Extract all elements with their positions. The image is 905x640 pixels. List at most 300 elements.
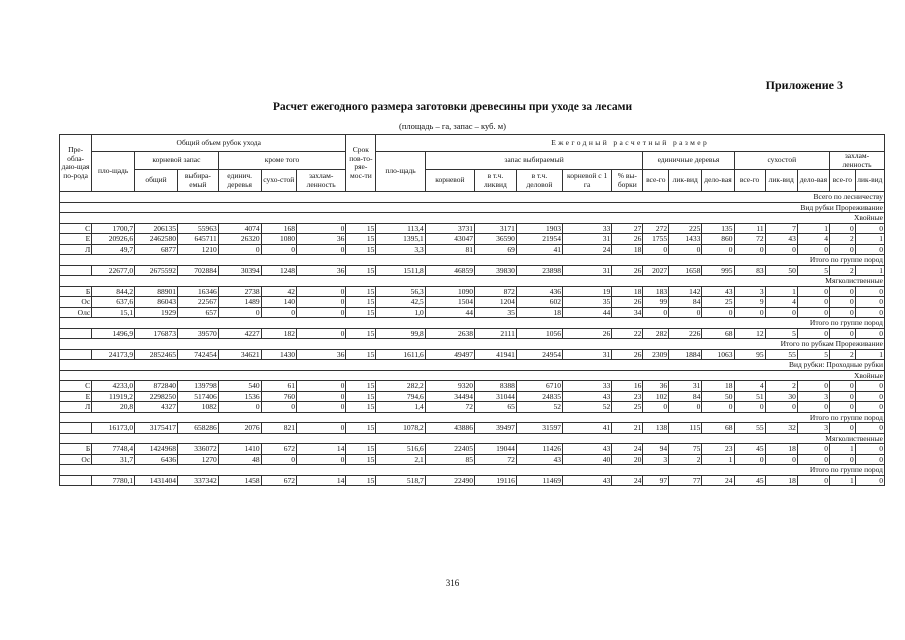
value-cell: 0 (218, 402, 261, 413)
value-cell: 742454 (177, 349, 218, 360)
value-cell: 0 (797, 475, 829, 486)
value-cell: 0 (296, 454, 345, 465)
value-cell: 55 (765, 349, 797, 360)
value-cell: 337342 (177, 475, 218, 486)
value-cell: 0 (261, 244, 296, 255)
value-cell: 40 (562, 454, 611, 465)
col-single-bus: дело-вая (702, 170, 734, 192)
col-percent-selection: % вы-борки (612, 170, 643, 192)
value-cell: 22405 (425, 444, 474, 455)
col-annual-group: Ежегодный расчетный размер (376, 135, 885, 152)
value-cell: 19 (562, 286, 611, 297)
value-cell: 0 (855, 423, 884, 434)
value-cell: 14 (296, 444, 345, 455)
value-cell: 1 (855, 265, 884, 276)
value-cell: 0 (855, 454, 884, 465)
value-cell: 0 (855, 391, 884, 402)
value-cell: 2 (829, 265, 855, 276)
value-cell: 2 (829, 349, 855, 360)
value-cell: 15 (346, 381, 376, 392)
value-cell: 24 (562, 244, 611, 255)
col-term: Срок пов-то-ряе-мос-ти (346, 135, 376, 192)
value-cell: 206135 (135, 223, 178, 234)
value-cell: 3,3 (376, 244, 425, 255)
group-label-row (60, 318, 885, 329)
col-root-per-ha: корневой с 1 га (562, 170, 611, 192)
value-cell: 0 (797, 444, 829, 455)
value-cell: 43 (562, 444, 611, 455)
value-cell: 99 (643, 297, 669, 308)
value-cell: 1270 (177, 454, 218, 465)
value-cell: 1 (829, 444, 855, 455)
value-cell: 0 (296, 391, 345, 402)
value-cell: 272 (643, 223, 669, 234)
value-cell: 61 (261, 381, 296, 392)
value-cell: 35 (475, 307, 517, 318)
group-label-row (60, 339, 885, 350)
value-cell: 26 (612, 265, 643, 276)
value-cell: 0 (829, 286, 855, 297)
value-cell: 0 (296, 297, 345, 308)
value-cell: 1090 (425, 286, 474, 297)
value-cell: 3 (797, 391, 829, 402)
value-cell: 26320 (218, 234, 261, 245)
value-cell: 26 (562, 328, 611, 339)
value-cell: 85 (425, 454, 474, 465)
value-cell: 760 (261, 391, 296, 402)
value-cell: 31597 (516, 423, 562, 434)
value-cell: 15 (346, 286, 376, 297)
value-cell: 18 (765, 475, 797, 486)
value-cell: 139798 (177, 381, 218, 392)
group-label-row (60, 213, 885, 224)
value-cell: 50 (702, 391, 734, 402)
value-cell: 12 (734, 328, 765, 339)
value-cell: 1248 (261, 265, 296, 276)
col-dry-all: все-го (734, 170, 765, 192)
value-cell: 77 (669, 475, 702, 486)
table-row (60, 286, 885, 297)
value-cell: 6877 (135, 244, 178, 255)
value-cell: 794,6 (376, 391, 425, 402)
value-cell: 5 (797, 265, 829, 276)
value-cell: 282,2 (376, 381, 425, 392)
group-label-row (60, 433, 885, 444)
table-row (60, 297, 885, 308)
value-cell: 4327 (135, 402, 178, 413)
value-cell: 0 (734, 402, 765, 413)
value-cell: 27 (612, 223, 643, 234)
value-cell: 0 (765, 454, 797, 465)
value-cell: 30 (765, 391, 797, 402)
species-cell (60, 349, 92, 360)
value-cell: 2,1 (376, 454, 425, 465)
value-cell: 140 (261, 297, 296, 308)
value-cell: 36 (296, 234, 345, 245)
value-cell: 43886 (425, 423, 474, 434)
value-cell: 702884 (177, 265, 218, 276)
group-label-row (60, 465, 885, 476)
value-cell: 0 (296, 244, 345, 255)
value-cell: 11426 (516, 444, 562, 455)
value-cell: 0 (855, 381, 884, 392)
species-cell (60, 328, 92, 339)
value-cell: 135 (702, 223, 734, 234)
col-single-liq: лик-вид (669, 170, 702, 192)
value-cell: 51 (734, 391, 765, 402)
col-root: корневой (425, 170, 474, 192)
value-cell: 0 (855, 307, 884, 318)
value-cell: 2675592 (135, 265, 178, 276)
value-cell: 1210 (177, 244, 218, 255)
value-cell: 115 (669, 423, 702, 434)
value-cell: 0 (855, 244, 884, 255)
appendix-label: Приложение 3 (765, 78, 843, 92)
value-cell: 15 (346, 391, 376, 402)
value-cell: 517406 (177, 391, 218, 402)
value-cell: 34 (612, 307, 643, 318)
value-cell: 68 (702, 423, 734, 434)
value-cell: 33 (562, 381, 611, 392)
value-cell: 18 (612, 286, 643, 297)
value-cell: 0 (829, 307, 855, 318)
value-cell: 0 (829, 223, 855, 234)
value-cell: 8388 (475, 381, 517, 392)
value-cell: 21954 (516, 234, 562, 245)
value-cell: 0 (797, 286, 829, 297)
value-cell: 18 (702, 381, 734, 392)
value-cell: 72 (734, 234, 765, 245)
value-cell: 72 (475, 454, 517, 465)
units-note: (площадь – га, запас – куб. м) (399, 121, 506, 131)
value-cell: 0 (765, 402, 797, 413)
value-cell: 1658 (669, 265, 702, 276)
value-cell: 41941 (475, 349, 517, 360)
value-cell: 24835 (516, 391, 562, 402)
value-cell: 43 (516, 454, 562, 465)
value-cell: 1 (702, 454, 734, 465)
value-cell: 22567 (177, 297, 218, 308)
value-cell: 20926,6 (92, 234, 135, 245)
value-cell: 23 (612, 391, 643, 402)
species-cell: Е (60, 234, 92, 245)
value-cell: 226 (669, 328, 702, 339)
table-row (60, 244, 885, 255)
col-litter-group: захлам-ленность (829, 152, 884, 170)
value-cell: 1395,1 (376, 234, 425, 245)
value-cell: 1,0 (376, 307, 425, 318)
col-selected: выбира-емый (177, 170, 218, 192)
value-cell: 52 (516, 402, 562, 413)
value-cell: 45 (734, 444, 765, 455)
value-cell: 0 (797, 381, 829, 392)
value-cell: 16346 (177, 286, 218, 297)
value-cell: 4074 (218, 223, 261, 234)
col-litter-all: все-го (829, 170, 855, 192)
value-cell: 0 (702, 402, 734, 413)
value-cell: 0 (643, 307, 669, 318)
value-cell: 43 (702, 286, 734, 297)
value-cell: 1700,7 (92, 223, 135, 234)
value-cell: 15 (346, 234, 376, 245)
table-row (60, 454, 885, 465)
col-business: в т.ч. деловой (516, 170, 562, 192)
value-cell: 34621 (218, 349, 261, 360)
value-cell: 41 (516, 244, 562, 255)
value-cell: 75 (669, 444, 702, 455)
group-label: Итого по группе пород (60, 412, 885, 423)
value-cell: 2 (669, 454, 702, 465)
group-label-row (60, 255, 885, 266)
species-cell: Б (60, 444, 92, 455)
value-cell: 44 (562, 307, 611, 318)
value-cell: 15 (346, 454, 376, 465)
col-dry-group: сухостой (734, 152, 829, 170)
value-cell: 0 (218, 307, 261, 318)
value-cell: 658286 (177, 423, 218, 434)
table-row (60, 444, 885, 455)
value-cell: 21 (612, 423, 643, 434)
value-cell: 113,4 (376, 223, 425, 234)
document-title: Расчет ежегодного размера заготовки древесины при уходе за лесами (272, 101, 633, 113)
value-cell: 872 (475, 286, 517, 297)
value-cell: 83 (734, 265, 765, 276)
value-cell: 22 (612, 328, 643, 339)
value-cell: 3 (734, 286, 765, 297)
value-cell: 3731 (425, 223, 474, 234)
value-cell: 0 (855, 328, 884, 339)
value-cell: 14 (296, 475, 345, 486)
value-cell: 995 (702, 265, 734, 276)
table-row (60, 349, 885, 360)
group-label: Хвойные (60, 370, 885, 381)
value-cell: 20 (612, 454, 643, 465)
value-cell: 0 (296, 307, 345, 318)
value-cell: 0 (829, 297, 855, 308)
value-cell: 69 (475, 244, 517, 255)
table-row (60, 328, 885, 339)
value-cell: 1458 (218, 475, 261, 486)
value-cell: 43 (562, 475, 611, 486)
table-row (60, 234, 885, 245)
value-cell: 15 (346, 265, 376, 276)
value-cell: 35 (562, 297, 611, 308)
value-cell: 0 (296, 328, 345, 339)
table-row (60, 475, 885, 486)
group-label: Вид рубки: Проходные рубки (60, 360, 885, 371)
group-label: Мягколиственные (60, 276, 885, 287)
value-cell: 33 (562, 223, 611, 234)
group-label: Итого по группе пород (60, 318, 885, 329)
table-row (60, 402, 885, 413)
value-cell: 0 (702, 307, 734, 318)
table-row (60, 223, 885, 234)
value-cell: 81 (425, 244, 474, 255)
value-cell: 18 (612, 244, 643, 255)
value-cell: 1424968 (135, 444, 178, 455)
value-cell: 0 (797, 244, 829, 255)
value-cell: 0 (855, 402, 884, 413)
value-cell: 15 (346, 444, 376, 455)
table-row (60, 307, 885, 318)
value-cell: 282 (643, 328, 669, 339)
value-cell: 0 (855, 286, 884, 297)
value-cell: 1 (855, 234, 884, 245)
species-cell: Л (60, 402, 92, 413)
value-cell: 183 (643, 286, 669, 297)
value-cell: 0 (765, 244, 797, 255)
col-single-trees: единич. деревья (218, 170, 261, 192)
value-cell: 31 (669, 381, 702, 392)
value-cell: 65 (475, 402, 517, 413)
value-cell: 15,1 (92, 307, 135, 318)
value-cell: 1496,9 (92, 328, 135, 339)
value-cell: 4227 (218, 328, 261, 339)
table-row (60, 265, 885, 276)
value-cell: 15 (346, 223, 376, 234)
value-cell: 516,6 (376, 444, 425, 455)
col-species: Пре-обла-даю-щая по-рода (60, 135, 92, 192)
value-cell: 1 (765, 286, 797, 297)
value-cell: 15 (346, 307, 376, 318)
value-cell: 0 (296, 381, 345, 392)
value-cell: 55963 (177, 223, 218, 234)
section-label: Всего по лесничеству (60, 192, 885, 203)
group-label: Итого по рубкам Прореживание (60, 339, 885, 350)
value-cell: 26 (612, 234, 643, 245)
value-cell: 36 (643, 381, 669, 392)
value-cell: 52 (562, 402, 611, 413)
value-cell: 0 (797, 402, 829, 413)
value-cell: 1 (797, 223, 829, 234)
value-cell: 19044 (475, 444, 517, 455)
value-cell: 72 (425, 402, 474, 413)
value-cell: 0 (829, 423, 855, 434)
value-cell: 844,2 (92, 286, 135, 297)
value-cell: 49497 (425, 349, 474, 360)
value-cell: 68 (702, 328, 734, 339)
value-cell: 657 (177, 307, 218, 318)
value-cell: 1063 (702, 349, 734, 360)
value-cell: 7748,4 (92, 444, 135, 455)
value-cell: 41 (562, 423, 611, 434)
value-cell: 84 (669, 297, 702, 308)
col-single-trees-group: единичные деревья (643, 152, 734, 170)
value-cell: 19116 (475, 475, 517, 486)
col-litter: захлам-ленность (296, 170, 345, 192)
species-cell: С (60, 223, 92, 234)
group-label: Хвойные (60, 213, 885, 224)
value-cell: 31 (562, 265, 611, 276)
group-label: Итого по группе пород (60, 255, 885, 266)
value-cell: 0 (829, 244, 855, 255)
value-cell: 95 (734, 349, 765, 360)
value-cell: 0 (734, 244, 765, 255)
value-cell: 99,8 (376, 328, 425, 339)
value-cell: 0 (261, 454, 296, 465)
value-cell: 336072 (177, 444, 218, 455)
value-cell: 48 (218, 454, 261, 465)
value-cell: 142 (669, 286, 702, 297)
value-cell: 872840 (135, 381, 178, 392)
value-cell: 34494 (425, 391, 474, 402)
value-cell: 1078,2 (376, 423, 425, 434)
value-cell: 2852465 (135, 349, 178, 360)
value-cell: 1611,6 (376, 349, 425, 360)
value-cell: 0 (296, 402, 345, 413)
value-cell: 6436 (135, 454, 178, 465)
value-cell: 16173,0 (92, 423, 135, 434)
value-cell: 32 (765, 423, 797, 434)
value-cell: 36 (296, 265, 345, 276)
value-cell: 56,3 (376, 286, 425, 297)
value-cell: 0 (734, 454, 765, 465)
value-cell: 6710 (516, 381, 562, 392)
value-cell: 672 (261, 475, 296, 486)
value-cell: 55 (734, 423, 765, 434)
value-cell: 2309 (643, 349, 669, 360)
value-cell: 2738 (218, 286, 261, 297)
table-row (60, 423, 885, 434)
value-cell: 24 (612, 475, 643, 486)
value-cell: 31,7 (92, 454, 135, 465)
table-header (60, 135, 885, 192)
value-cell: 0 (855, 223, 884, 234)
harvest-table (59, 134, 885, 486)
value-cell: 84 (669, 391, 702, 402)
value-cell: 182 (261, 328, 296, 339)
value-cell: 97 (643, 475, 669, 486)
value-cell: 0 (702, 244, 734, 255)
col-dry: сухо-стой (261, 170, 296, 192)
value-cell: 31 (562, 349, 611, 360)
value-cell: 1504 (425, 297, 474, 308)
value-cell: 22490 (425, 475, 474, 486)
value-cell: 5 (797, 349, 829, 360)
species-cell: Ос (60, 297, 92, 308)
value-cell: 15 (346, 328, 376, 339)
value-cell: 30394 (218, 265, 261, 276)
value-cell: 821 (261, 423, 296, 434)
value-cell: 3171 (475, 223, 517, 234)
value-cell: 1 (855, 349, 884, 360)
value-cell: 11 (734, 223, 765, 234)
value-cell: 20,8 (92, 402, 135, 413)
value-cell: 26 (612, 349, 643, 360)
value-cell: 2076 (218, 423, 261, 434)
value-cell: 24954 (516, 349, 562, 360)
group-label-row (60, 360, 885, 371)
value-cell: 0 (855, 444, 884, 455)
value-cell: 0 (829, 328, 855, 339)
value-cell: 39830 (475, 265, 517, 276)
value-cell: 102 (643, 391, 669, 402)
value-cell: 4 (765, 297, 797, 308)
value-cell: 0 (669, 244, 702, 255)
value-cell: 4233,0 (92, 381, 135, 392)
value-cell: 4 (734, 381, 765, 392)
value-cell: 672 (261, 444, 296, 455)
value-cell: 0 (643, 402, 669, 413)
value-cell: 1431404 (135, 475, 178, 486)
value-cell: 25 (612, 402, 643, 413)
value-cell: 2638 (425, 328, 474, 339)
species-cell: Е (60, 391, 92, 402)
value-cell: 24 (702, 475, 734, 486)
page-number: 316 (445, 578, 460, 588)
group-label-row (60, 370, 885, 381)
value-cell: 1410 (218, 444, 261, 455)
